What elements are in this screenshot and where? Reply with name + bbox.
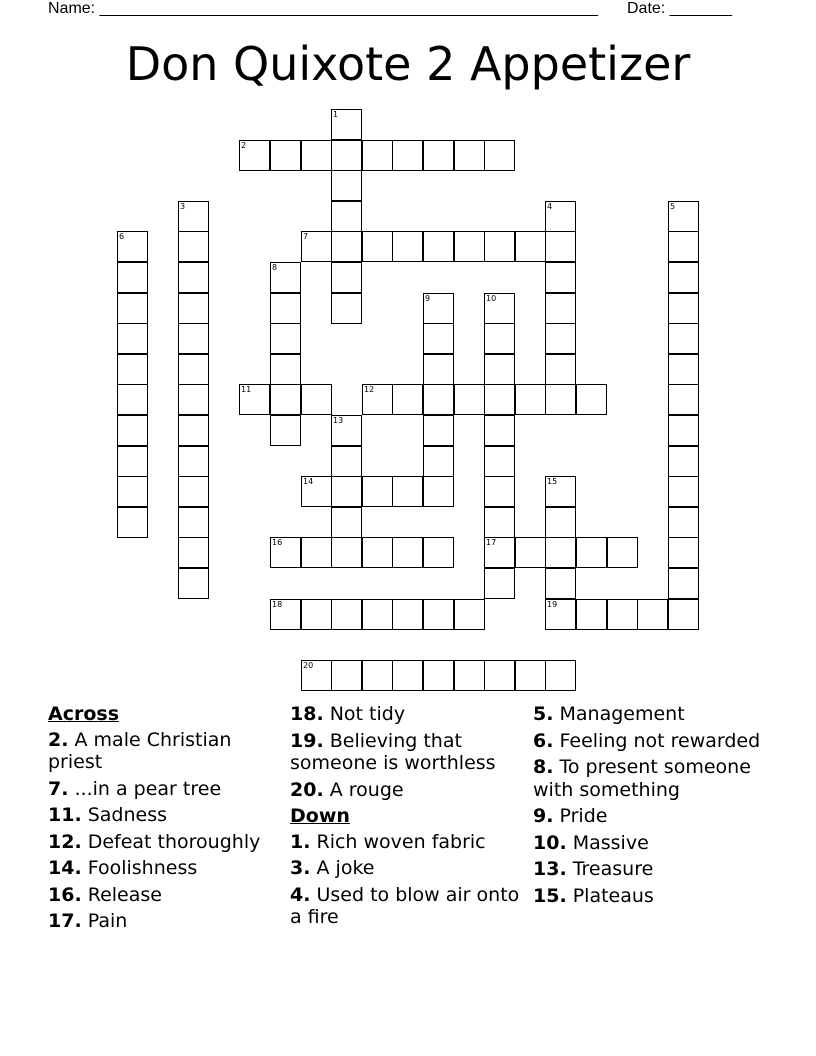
grid-cell[interactable]	[545, 599, 576, 630]
grid-cell[interactable]	[331, 109, 362, 140]
clue-down-4: 4. Used to blow air onto a fire	[290, 883, 520, 928]
grid-cell[interactable]	[301, 660, 332, 691]
grid-cell[interactable]	[270, 415, 301, 446]
cell-number: 4	[547, 202, 553, 211]
grid-cell[interactable]	[392, 599, 423, 630]
grid-cell[interactable]	[331, 446, 362, 477]
clue-across-2: 2. A male Christian priest	[48, 728, 232, 773]
grid-cell[interactable]	[484, 323, 515, 354]
grid-cell[interactable]	[484, 537, 515, 568]
grid-cell[interactable]	[178, 507, 209, 538]
grid-cell[interactable]	[178, 568, 209, 599]
clue-column-1	[48, 703, 280, 937]
clue-down-8: 8. To present someone with something	[533, 756, 751, 801]
clue-down-1: 1. Rich woven fabric	[290, 830, 486, 853]
grid-cell[interactable]	[454, 599, 485, 630]
grid-cell[interactable]	[331, 170, 362, 201]
grid-cell[interactable]	[545, 354, 576, 385]
grid-cell[interactable]	[423, 231, 454, 262]
grid-cell[interactable]	[515, 537, 546, 568]
grid-cell[interactable]	[301, 599, 332, 630]
clue-across-17: 17. Pain	[48, 910, 128, 932]
grid-cell[interactable]	[668, 384, 699, 415]
grid-cell[interactable]	[454, 140, 485, 171]
puzzle-title: Don Quixote 2 Appetizer	[125, 37, 691, 91]
grid-cell[interactable]	[484, 476, 515, 507]
grid-cell[interactable]	[270, 293, 301, 324]
grid-cell[interactable]	[270, 599, 301, 630]
cell-number: 11	[241, 385, 252, 394]
grid-cell[interactable]	[545, 476, 576, 507]
grid-cell[interactable]	[423, 446, 454, 477]
cell-number: 8	[272, 263, 278, 272]
grid-cell[interactable]	[454, 384, 485, 415]
cell-number: 2	[241, 141, 247, 150]
clue-across-7: 7. ...in a pear tree	[48, 777, 222, 800]
grid-cell[interactable]	[362, 660, 393, 691]
grid-cell[interactable]	[545, 507, 576, 538]
grid-cell[interactable]	[668, 323, 699, 354]
grid-cell[interactable]	[423, 599, 454, 630]
grid-cell[interactable]	[423, 354, 454, 385]
grid-cell[interactable]	[423, 293, 454, 324]
grid-cell[interactable]	[637, 599, 668, 630]
clue-across-20: 20. A rouge	[290, 778, 404, 801]
grid-cell[interactable]	[423, 537, 454, 568]
grid-cell[interactable]	[178, 384, 209, 415]
grid-cell[interactable]	[576, 384, 607, 415]
cell-number: 7	[303, 232, 309, 241]
grid-cell[interactable]	[331, 507, 362, 538]
grid-cell[interactable]	[270, 262, 301, 293]
clue-across-16: 16. Release	[48, 883, 162, 906]
grid-cell[interactable]	[331, 231, 362, 262]
grid-cell[interactable]	[178, 231, 209, 262]
cell-number: 6	[119, 232, 125, 241]
grid-cell[interactable]	[239, 384, 270, 415]
clue-down-3: 3. A joke	[290, 857, 375, 879]
grid-cell[interactable]	[392, 384, 423, 415]
grid-cell[interactable]	[545, 293, 576, 324]
grid-cell[interactable]	[423, 476, 454, 507]
grid-cell[interactable]	[301, 537, 332, 568]
name-field: Name: ________________________________________________________	[48, 0, 598, 17]
clue-down-15: 15. Plateaus	[533, 884, 654, 907]
across-heading: Across	[48, 703, 120, 725]
grid-cell[interactable]	[270, 354, 301, 385]
cell-number: 5	[670, 202, 676, 211]
grid-cell[interactable]	[668, 262, 699, 293]
cell-number: 19	[547, 600, 558, 609]
grid-cell[interactable]	[270, 537, 301, 568]
grid-cell[interactable]	[668, 537, 699, 568]
cell-number: 3	[180, 202, 186, 211]
grid-cell[interactable]	[270, 140, 301, 171]
grid-cell[interactable]	[117, 323, 148, 354]
grid-cell[interactable]	[301, 231, 332, 262]
grid-cell[interactable]	[117, 446, 148, 477]
grid-cell[interactable]	[484, 446, 515, 477]
grid-cell[interactable]	[392, 231, 423, 262]
grid-cell[interactable]	[117, 507, 148, 538]
grid-cell[interactable]	[331, 262, 362, 293]
grid-cell[interactable]	[545, 537, 576, 568]
grid-cell[interactable]	[117, 476, 148, 507]
grid-cell[interactable]	[484, 384, 515, 415]
grid-cell[interactable]	[668, 201, 699, 232]
grid-cell[interactable]	[117, 262, 148, 293]
grid-cell[interactable]	[331, 476, 362, 507]
grid-cell[interactable]	[117, 354, 148, 385]
cell-number: 20	[303, 661, 314, 670]
grid-cell[interactable]	[484, 354, 515, 385]
grid-cell[interactable]	[423, 415, 454, 446]
date-field: Date: _______	[627, 0, 732, 17]
grid-cell[interactable]	[239, 140, 270, 171]
clue-across-12: 12. Defeat thoroughly	[48, 830, 261, 853]
grid-cell[interactable]	[668, 231, 699, 262]
grid-cell[interactable]	[545, 568, 576, 599]
grid-cell[interactable]	[178, 446, 209, 477]
grid-cell[interactable]	[423, 140, 454, 171]
grid-cell[interactable]	[362, 140, 393, 171]
grid-cell[interactable]	[301, 476, 332, 507]
grid-cell[interactable]	[331, 415, 362, 446]
grid-cell[interactable]	[117, 231, 148, 262]
clue-across-18: 18. Not tidy	[290, 703, 406, 725]
grid-cell[interactable]	[331, 201, 362, 232]
grid-cell[interactable]	[178, 537, 209, 568]
grid-cell[interactable]	[607, 599, 638, 630]
grid-cell[interactable]	[301, 140, 332, 171]
grid-cell[interactable]	[331, 293, 362, 324]
grid-cell[interactable]	[484, 415, 515, 446]
grid-cell[interactable]	[178, 262, 209, 293]
grid-cell[interactable]	[576, 537, 607, 568]
clue-down-10: 10. Massive	[533, 831, 649, 854]
grid-cell[interactable]	[392, 476, 423, 507]
cell-number: 12	[364, 385, 375, 394]
grid-cell[interactable]	[423, 660, 454, 691]
grid-cell[interactable]	[545, 384, 576, 415]
grid-cell[interactable]	[545, 660, 576, 691]
grid-cell[interactable]	[668, 599, 699, 630]
clue-down-13: 13. Treasure	[533, 858, 654, 880]
grid-cell[interactable]	[362, 537, 393, 568]
clue-column-3	[533, 703, 765, 911]
grid-cell[interactable]	[362, 231, 393, 262]
cell-number: 9	[425, 294, 431, 303]
grid-cell[interactable]	[484, 507, 515, 538]
grid-cell[interactable]	[454, 660, 485, 691]
grid-cell[interactable]	[668, 476, 699, 507]
grid-cell[interactable]	[423, 384, 454, 415]
grid-cell[interactable]	[545, 262, 576, 293]
grid-cell[interactable]	[668, 415, 699, 446]
cell-number: 14	[303, 477, 314, 486]
cell-number: 18	[272, 600, 283, 609]
grid-cell[interactable]	[331, 537, 362, 568]
grid-cell[interactable]	[331, 660, 362, 691]
clue-down-5: 5. Management	[533, 703, 685, 725]
grid-cell[interactable]	[515, 231, 546, 262]
grid-cell[interactable]	[331, 140, 362, 171]
grid-cell[interactable]	[392, 140, 423, 171]
grid-cell[interactable]	[423, 323, 454, 354]
grid-cell[interactable]	[362, 599, 393, 630]
grid-cell[interactable]	[117, 415, 148, 446]
grid-cell[interactable]	[178, 415, 209, 446]
grid-cell[interactable]	[668, 568, 699, 599]
clue-across-14: 14. Foolishness	[48, 857, 198, 879]
grid-cell[interactable]	[576, 599, 607, 630]
grid-cell[interactable]	[178, 476, 209, 507]
grid-cell[interactable]	[484, 293, 515, 324]
cell-number: 16	[272, 538, 283, 547]
grid-cell[interactable]	[484, 231, 515, 262]
cell-number: 1	[333, 110, 339, 119]
grid-cell[interactable]	[668, 354, 699, 385]
grid-cell[interactable]	[117, 384, 148, 415]
grid-cell[interactable]	[301, 384, 332, 415]
grid-cell[interactable]	[668, 446, 699, 477]
down-heading: Down	[290, 805, 350, 827]
grid-cell[interactable]	[454, 231, 485, 262]
cell-number: 13	[333, 416, 344, 425]
grid-cell[interactable]	[178, 201, 209, 232]
grid-cell[interactable]	[362, 476, 393, 507]
cell-number: 10	[486, 294, 497, 303]
grid-cell[interactable]	[270, 384, 301, 415]
grid-cell[interactable]	[668, 293, 699, 324]
grid-cell[interactable]	[178, 323, 209, 354]
grid-cell[interactable]	[270, 323, 301, 354]
grid-cell[interactable]	[668, 507, 699, 538]
grid-cell[interactable]	[515, 660, 546, 691]
cell-number: 17	[486, 538, 497, 547]
grid-cell[interactable]	[117, 293, 148, 324]
clue-across-11: 11. Sadness	[48, 804, 168, 826]
grid-cell[interactable]	[392, 660, 423, 691]
grid-cell[interactable]	[178, 293, 209, 324]
grid-cell[interactable]	[545, 231, 576, 262]
clue-down-6: 6. Feeling not rewarded	[533, 729, 761, 752]
cell-number: 15	[547, 477, 558, 486]
grid-cell[interactable]	[362, 384, 393, 415]
clue-down-9: 9. Pride	[533, 805, 608, 827]
clue-across-19: 19. Believing that someone is worthless	[290, 729, 496, 774]
grid-cell[interactable]	[331, 599, 362, 630]
grid-cell[interactable]	[607, 537, 638, 568]
grid-cell[interactable]	[515, 384, 546, 415]
grid-cell[interactable]	[545, 201, 576, 232]
grid-cell[interactable]	[484, 660, 515, 691]
grid-cell[interactable]	[392, 537, 423, 568]
grid-cell[interactable]	[545, 323, 576, 354]
clue-column-2	[290, 703, 522, 933]
grid-cell[interactable]	[484, 140, 515, 171]
grid-cell[interactable]	[484, 568, 515, 599]
grid-cell[interactable]	[178, 354, 209, 385]
